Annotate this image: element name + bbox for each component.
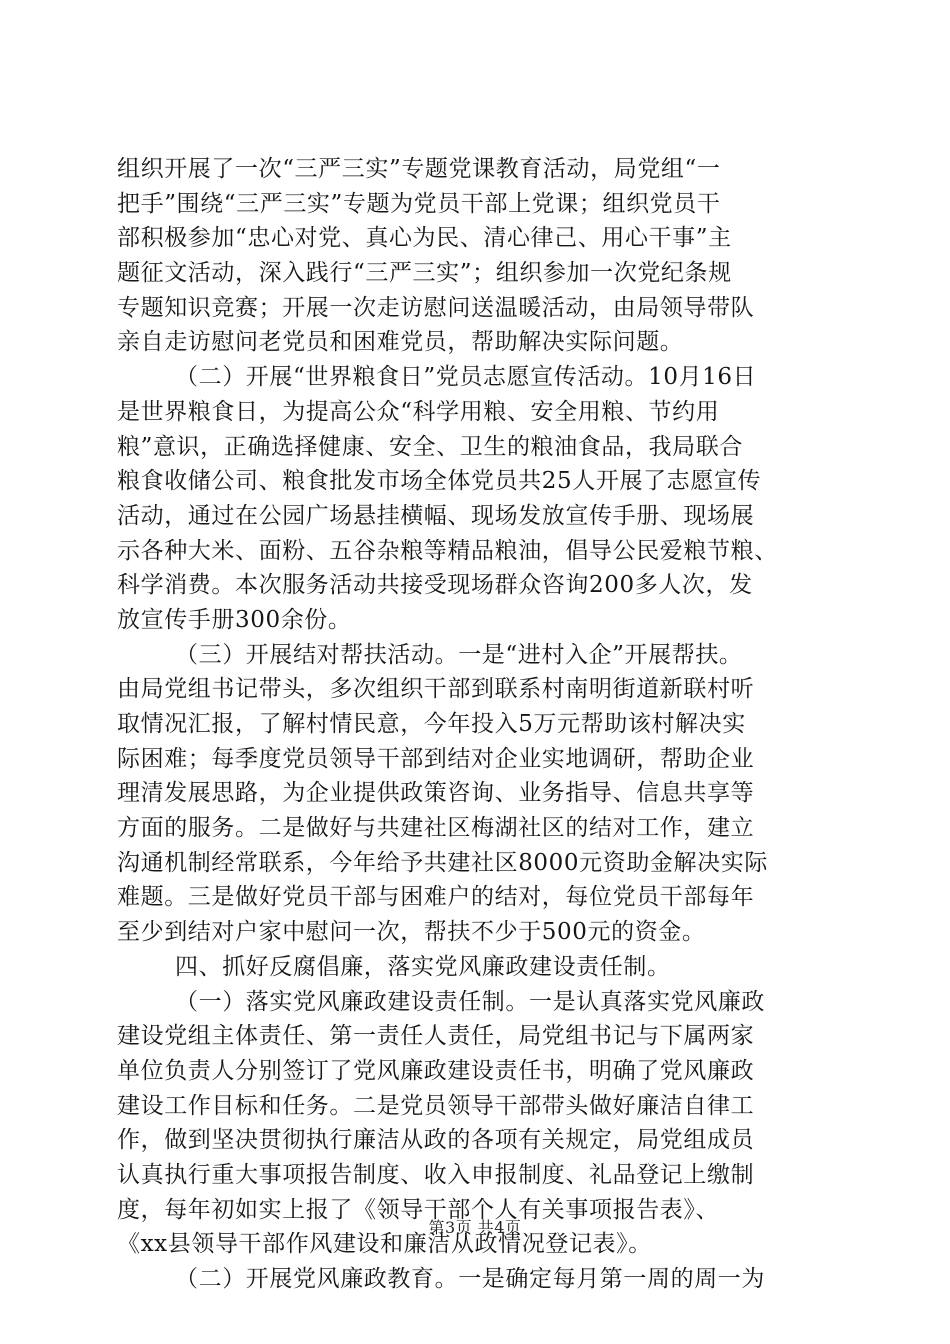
body-line-26: 建设党组主体责任、第一责任人责任，局党组书记与下属两家: [117, 1023, 755, 1050]
body-line-19: 理清发展思路，为企业提供政策咨询、业务指导、信息共享等: [117, 780, 755, 807]
paragraph-start-line: （二）开展党风廉政教育。一是确定每月第一周的周一为: [175, 1266, 765, 1292]
body-line-20: 方面的服务。二是做好与共建社区梅湖社区的结对工作，建立: [117, 815, 755, 842]
body-line-10: 粮食收储公司、粮食批发市场全体党员共25人开展了志愿宣传: [117, 468, 762, 495]
body-line-21: 沟通机制经常联系，今年给予共建社区8000元资助金解决实际: [117, 849, 768, 876]
paragraph-start-line: （二）开展“世界粮食日”党员志愿宣传活动。10月16日: [175, 364, 757, 391]
body-line-14: 放宣传手册300余份。: [117, 606, 352, 633]
body-line-18: 际困难；每季度党员领导干部到结对企业实地调研，帮助企业: [117, 745, 755, 772]
body-line-17: 取情况汇报，了解村情民意，今年投入5万元帮助该村解决实: [117, 711, 746, 737]
body-line-32: 《xx县领导干部作风建设和廉洁从政情况登记表》。: [117, 1231, 652, 1258]
body-line-29: 作，做到坚决贯彻执行廉洁从政的各项有关规定，局党组成员: [117, 1127, 755, 1154]
body-line-5: 专题知识竞赛；开展一次走访慰问送温暖活动，由局领导带队: [117, 294, 755, 321]
paragraph-start-line: （一）落实党风廉政建设责任制。一是认真落实党风廉政: [175, 988, 765, 1015]
paragraph-start-line: （三）开展结对帮扶活动。一是“进村入企”开展帮扶。: [175, 641, 743, 668]
body-line-30: 认真执行重大事项报告制度、收入申报制度、礼品登记上缴制: [117, 1161, 755, 1188]
body-line-13: 科学消费。本次服务活动共接受现场群众咨询200多人次，发: [117, 572, 753, 599]
body-line-11: 活动，通过在公园广场悬挂横幅、现场发放宣传手册、现场展: [117, 502, 755, 529]
body-line-8: 是世界粮食日，为提高公众“科学用粮、安全用粮、节约用: [117, 398, 720, 425]
body-line-28: 建设工作目标和任务。二是党员领导干部带头做好廉洁自律工: [117, 1092, 755, 1119]
body-line-22: 难题。三是做好党员干部与困难户的结对，每位党员干部每年: [117, 884, 755, 911]
body-line-9: 粮”意识，正确选择健康、安全、卫生的粮油食品，我局联合: [117, 433, 743, 460]
body-line-16: 由局党组书记带头，多次组织干部到联系村南明街道新联村听: [117, 676, 755, 703]
document-body: [117, 152, 833, 1297]
body-line-4: 题征文活动，深入践行“三严三实”；组织参加一次党纪条规: [117, 260, 732, 287]
body-line-1: 组织开展了一次“三严三实”专题党课教育活动，局党组“一: [117, 156, 721, 182]
body-line-6: 亲自走访慰问老党员和困难党员，帮助解决实际问题。: [117, 329, 684, 356]
section-heading: 四、抓好反腐倡廉，落实党风廉政建设责任制。: [175, 953, 671, 980]
page-number: 第3页 共4页: [428, 1218, 522, 1237]
body-line-27: 单位负责人分别签订了党风廉政建设责任书，明确了党风廉政: [117, 1057, 755, 1084]
body-line-23: 至少到结对户家中慰问一次，帮扶不少于500元的资金。: [117, 919, 706, 946]
page-footer: [0, 1218, 950, 1238]
body-line-31: 度，每年初如实上报了《领导干部个人有关事项报告表》、: [117, 1196, 720, 1223]
body-line-12: 示各种大米、面粉、五谷杂粮等精品粮油，倡导公民爱粮节粮、: [117, 537, 778, 564]
body-line-2: 把手”围绕“三严三实”专题为党员干部上党课；组织党员干: [117, 190, 721, 217]
body-line-3: 部积极参加“忠心对党、真心为民、清心律己、用心干事”主: [117, 225, 732, 252]
